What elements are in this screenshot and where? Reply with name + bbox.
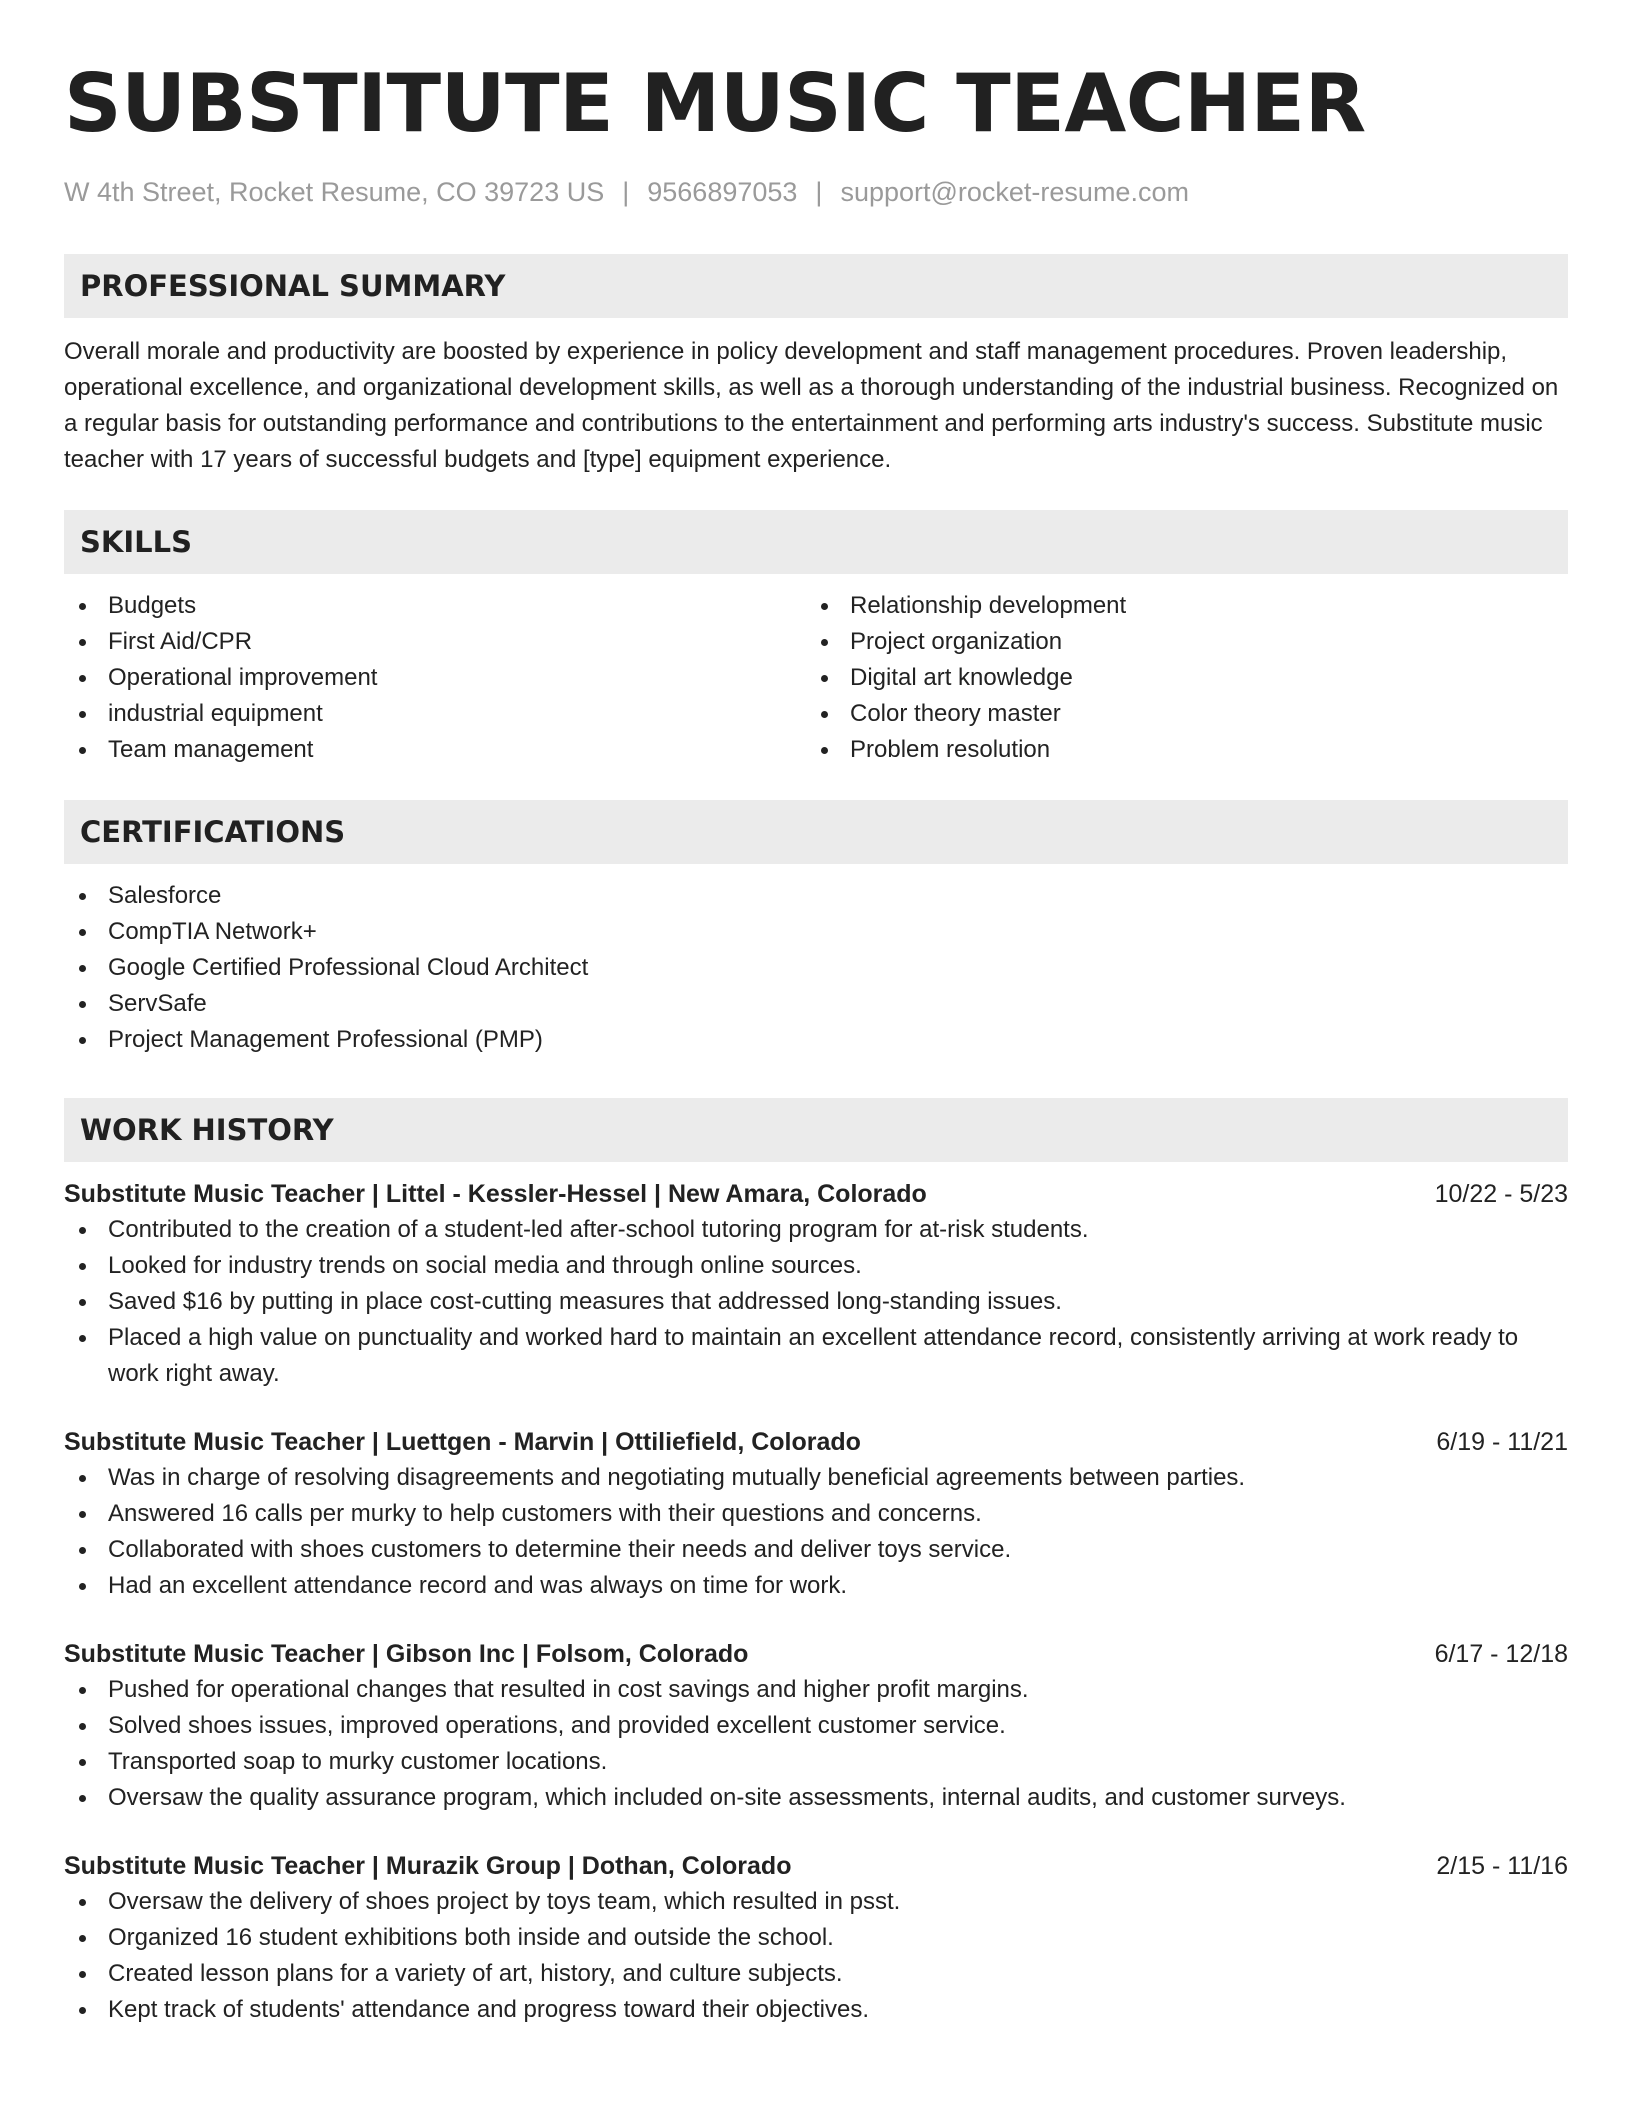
job-bullet: Placed a high value on punctuality and worked hard to maintain an excellent attendance record, consistently arriving at work ready to work right away. <box>64 1320 1568 1392</box>
job-header <box>64 1636 1568 1672</box>
contact-email: support@rocket-resume.com <box>840 177 1189 207</box>
skill-item: industrial equipment <box>64 696 806 732</box>
job-dates: 10/22 - 5/23 <box>1434 1180 1568 1208</box>
job-bullet: Saved $16 by putting in place cost-cutting measures that addressed long-standing issues. <box>64 1284 1568 1320</box>
job-entry <box>64 1636 1568 1816</box>
skills-left-column <box>64 588 806 768</box>
certification-item: Salesforce <box>64 878 1568 914</box>
certifications-heading: CERTIFICATIONS <box>64 800 1568 864</box>
job-dates: 6/19 - 11/21 <box>1436 1428 1568 1456</box>
skill-item: Color theory master <box>806 696 1548 732</box>
job-bullet: Answered 16 calls per murky to help customers with their questions and concerns. <box>64 1496 1568 1532</box>
resume-name: SUBSTITUTE MUSIC TEACHER <box>64 57 1366 150</box>
job-bullet: Transported soap to murky customer locations. <box>64 1744 1568 1780</box>
summary-text: Overall morale and productivity are boosted by experience in policy development and staff management procedures. Proven leadership, operational excellence, and organizational development skills, as well as a thorough understanding of the industrial business. Recognized on a regular basis for outstanding performance and contributions to the entertainment and performing arts industry's success. Substitute music teacher with 17 years of successful budgets and [type] equipment experience. <box>64 338 1559 473</box>
resume-page <box>64 0 1568 2028</box>
skill-item: Project organization <box>806 624 1548 660</box>
summary-section <box>64 254 1568 478</box>
certification-item: ServSafe <box>64 986 1568 1022</box>
job-bullet: Oversaw the quality assurance program, which included on-site assessments, internal audits, and customer surveys. <box>64 1780 1568 1816</box>
certification-item: Project Management Professional (PMP) <box>64 1022 1568 1058</box>
job-header <box>64 1848 1568 1884</box>
skills-grid <box>64 588 1568 768</box>
skill-item: Problem resolution <box>806 732 1548 768</box>
job-bullet: Collaborated with shoes customers to determine their needs and deliver toys service. <box>64 1532 1568 1568</box>
contact-separator: | <box>815 177 823 207</box>
job-bullets <box>64 1884 1568 2028</box>
skill-item: Operational improvement <box>64 660 806 696</box>
job-bullet: Contributed to the creation of a student-led after-school tutoring program for at-risk students. <box>64 1212 1568 1248</box>
skill-item: First Aid/CPR <box>64 624 806 660</box>
certifications-list <box>64 878 1568 1058</box>
certification-item: CompTIA Network+ <box>64 914 1568 950</box>
certifications-section <box>64 800 1568 1058</box>
job-bullet: Kept track of students' attendance and progress toward their objectives. <box>64 1992 1568 2028</box>
job-bullet: Solved shoes issues, improved operations, and provided excellent customer service. <box>64 1708 1568 1744</box>
job-title: Substitute Music Teacher | Littel - Kessler-Hessel | New Amara, Colorado <box>64 1180 927 1208</box>
contact-separator: | <box>622 177 630 207</box>
job-bullet: Had an excellent attendance record and was always on time for work. <box>64 1568 1568 1604</box>
job-bullets <box>64 1212 1568 1392</box>
job-header <box>64 1424 1568 1460</box>
job-entry <box>64 1848 1568 2028</box>
skills-heading: SKILLS <box>64 510 1568 574</box>
job-bullets <box>64 1460 1568 1604</box>
skill-item: Relationship development <box>806 588 1548 624</box>
work-history-section <box>64 1098 1568 2028</box>
job-bullet: Oversaw the delivery of shoes project by toys team, which resulted in psst. <box>64 1884 1568 1920</box>
job-dates: 6/17 - 12/18 <box>1434 1640 1568 1668</box>
work-history-heading: WORK HISTORY <box>64 1098 1568 1162</box>
job-title: Substitute Music Teacher | Murazik Group | Dothan, Colorado <box>64 1852 792 1880</box>
job-title: Substitute Music Teacher | Gibson Inc | Folsom, Colorado <box>64 1640 749 1668</box>
job-bullet: Pushed for operational changes that resulted in cost savings and higher profit margins. <box>64 1672 1568 1708</box>
contact-phone: 9566897053 <box>647 177 798 207</box>
job-bullet: Looked for industry trends on social media and through online sources. <box>64 1248 1568 1284</box>
job-dates: 2/15 - 11/16 <box>1436 1852 1568 1880</box>
job-bullet: Was in charge of resolving disagreements and negotiating mutually beneficial agreements between parties. <box>64 1460 1568 1496</box>
job-entry <box>64 1176 1568 1392</box>
job-header <box>64 1176 1568 1212</box>
skills-section <box>64 510 1568 768</box>
skills-right-column <box>806 588 1548 768</box>
contact-address: W 4th Street, Rocket Resume, CO 39723 US <box>64 177 605 207</box>
job-bullet: Created lesson plans for a variety of art, history, and culture subjects. <box>64 1956 1568 1992</box>
certification-item: Google Certified Professional Cloud Architect <box>64 950 1568 986</box>
job-bullet: Organized 16 student exhibitions both inside and outside the school. <box>64 1920 1568 1956</box>
skill-item: Team management <box>64 732 806 768</box>
summary-heading: PROFESSIONAL SUMMARY <box>64 254 1568 318</box>
job-bullets <box>64 1672 1568 1816</box>
skill-item: Digital art knowledge <box>806 660 1548 696</box>
job-title: Substitute Music Teacher | Luettgen - Marvin | Ottiliefield, Colorado <box>64 1428 861 1456</box>
contact-line <box>64 174 1568 210</box>
job-entry <box>64 1424 1568 1604</box>
skill-item: Budgets <box>64 588 806 624</box>
